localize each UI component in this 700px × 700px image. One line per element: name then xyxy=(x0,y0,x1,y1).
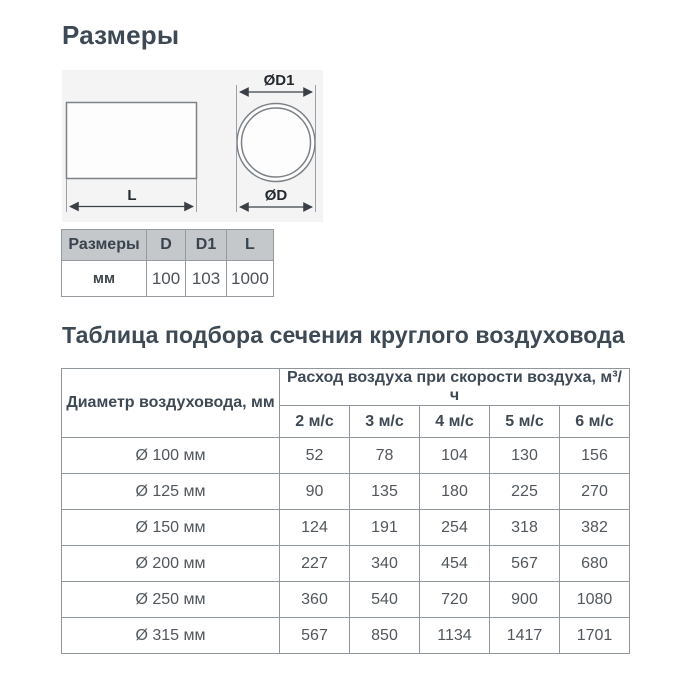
flow-value-cell: 382 xyxy=(560,510,630,546)
speed-header: 3 м/с xyxy=(350,406,420,438)
flow-value-cell: 254 xyxy=(420,510,490,546)
value-cell: 103 xyxy=(186,261,227,297)
value-cell: 1000 xyxy=(227,261,274,297)
flow-value-cell: 454 xyxy=(420,546,490,582)
flow-value-cell: 680 xyxy=(560,546,630,582)
flow-value-cell: 227 xyxy=(280,546,350,582)
flow-value-cell: 104 xyxy=(420,438,490,474)
speed-header: 2 м/с xyxy=(280,406,350,438)
table-row xyxy=(62,546,630,582)
flow-value-cell: 1134 xyxy=(420,618,490,654)
flow-value-cell: 1417 xyxy=(490,618,560,654)
cylinder-side-view xyxy=(67,103,197,179)
flow-group-header: Расход воздуха при скорости воздуха, м³/ч xyxy=(280,369,630,406)
flow-value-cell: 900 xyxy=(490,582,560,618)
selection-table-header-row-1 xyxy=(62,369,630,406)
dimensions-table-header: L xyxy=(227,230,274,261)
diameter-cell: Ø 315 мм xyxy=(62,618,280,654)
flow-value-cell: 1080 xyxy=(560,582,630,618)
flow-value-cell: 1701 xyxy=(560,618,630,654)
diameter-cell: Ø 125 мм xyxy=(62,474,280,510)
flow-value-cell: 135 xyxy=(350,474,420,510)
duct-dimension-diagram xyxy=(62,70,323,222)
diameter-cell: Ø 100 мм xyxy=(62,438,280,474)
dimensions-table xyxy=(61,229,274,297)
flow-value-cell: 52 xyxy=(280,438,350,474)
dimensions-table-header: Размеры xyxy=(62,230,147,261)
flow-value-cell: 78 xyxy=(350,438,420,474)
flow-value-cell: 567 xyxy=(490,546,560,582)
diameter-column-header: Диаметр воздуховода, мм xyxy=(62,369,280,438)
table-row xyxy=(62,474,630,510)
diameter-cell: Ø 250 мм xyxy=(62,582,280,618)
table-row xyxy=(62,438,630,474)
flow-value-cell: 180 xyxy=(420,474,490,510)
speed-header: 6 м/с xyxy=(560,406,630,438)
flow-value-cell: 225 xyxy=(490,474,560,510)
flow-value-cell: 567 xyxy=(280,618,350,654)
outer-diameter-label: ØD1 xyxy=(263,72,295,89)
dimensions-table-header-row xyxy=(62,230,274,261)
value-cell: 100 xyxy=(147,261,186,297)
dimensions-table-row xyxy=(62,261,274,297)
flow-value-cell: 540 xyxy=(350,582,420,618)
dimensions-table-header: D xyxy=(147,230,186,261)
dimension-drawing-panel xyxy=(62,70,323,222)
speed-header: 5 м/с xyxy=(490,406,560,438)
length-dimension-label: L xyxy=(127,187,137,204)
table-row xyxy=(62,618,630,654)
flow-value-cell: 90 xyxy=(280,474,350,510)
diameter-cell: Ø 150 мм xyxy=(62,510,280,546)
selection-table-heading: Таблица подбора сечения круглого воздуховода xyxy=(62,322,625,348)
diameter-cell: Ø 200 мм xyxy=(62,546,280,582)
flow-value-cell: 340 xyxy=(350,546,420,582)
inner-diameter-label: ØD xyxy=(264,187,288,204)
duct-selection-table xyxy=(61,368,630,654)
unit-cell: мм xyxy=(62,261,147,297)
table-row xyxy=(62,510,630,546)
speed-header: 4 м/с xyxy=(420,406,490,438)
flow-value-cell: 720 xyxy=(420,582,490,618)
flow-value-cell: 270 xyxy=(560,474,630,510)
pipe-cross-section xyxy=(237,104,315,182)
flow-value-cell: 850 xyxy=(350,618,420,654)
flow-value-cell: 191 xyxy=(350,510,420,546)
dimensions-table-header: D1 xyxy=(186,230,227,261)
flow-value-cell: 360 xyxy=(280,582,350,618)
flow-value-cell: 156 xyxy=(560,438,630,474)
dimensions-heading: Размеры xyxy=(62,20,180,50)
flow-value-cell: 130 xyxy=(490,438,560,474)
table-row xyxy=(62,582,630,618)
flow-value-cell: 124 xyxy=(280,510,350,546)
flow-value-cell: 318 xyxy=(490,510,560,546)
